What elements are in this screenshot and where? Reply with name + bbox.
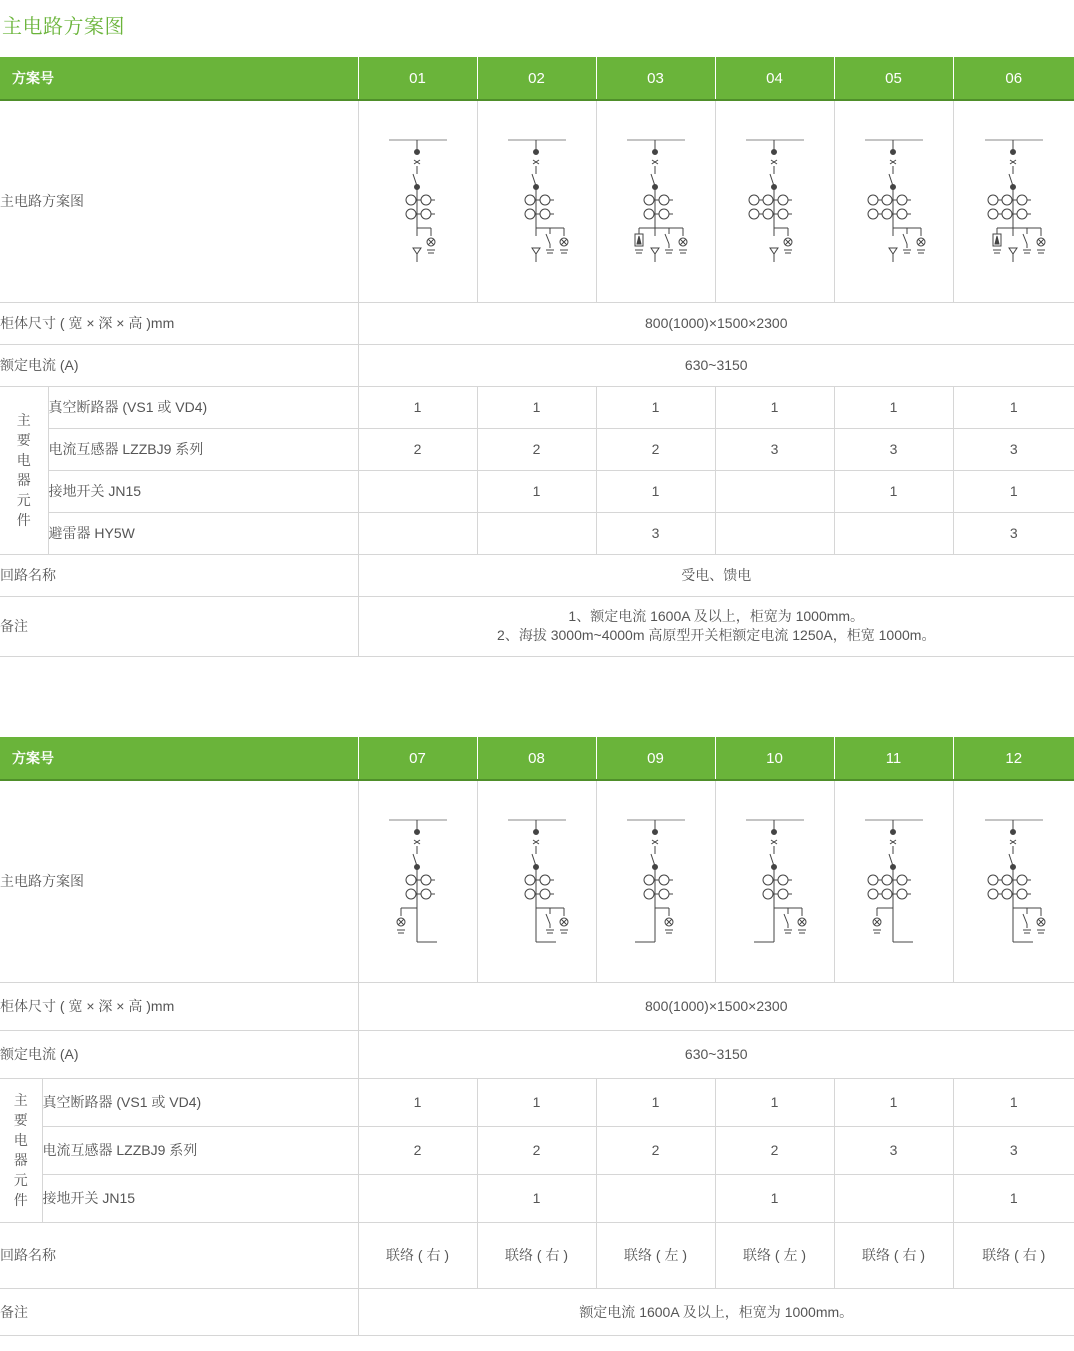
arrester-label: 避雷器 HY5W (48, 512, 358, 554)
ct-count: 2 (358, 1126, 477, 1174)
diagram-row (0, 100, 1074, 302)
earth-switch-row (0, 470, 1074, 512)
size-label: 柜体尺寸 ( 宽 × 深 × 高 )mm (0, 982, 358, 1030)
circuit-name-label: 回路名称 (0, 554, 358, 596)
arrester-count (834, 512, 953, 554)
scheme-no: 04 (715, 57, 834, 100)
size-row (0, 982, 1074, 1030)
arrester-count: 3 (953, 512, 1074, 554)
diagram-row (0, 780, 1074, 982)
scheme-no: 10 (715, 737, 834, 780)
earth-switch-label: 接地开关 JN15 (48, 470, 358, 512)
scheme-no: 09 (596, 737, 715, 780)
circuit-diagram (477, 780, 596, 982)
scheme-table-2 (0, 737, 1074, 1336)
circuit-name-label: 回路名称 (0, 1222, 358, 1288)
current-label: 额定电流 (A) (0, 344, 358, 386)
scheme-no: 05 (834, 57, 953, 100)
circuit-diagram (715, 780, 834, 982)
ct-count: 2 (477, 428, 596, 470)
circuit-name-value: 联络 ( 右 ) (953, 1222, 1074, 1288)
breaker-row (0, 1078, 1074, 1126)
ct-count: 2 (596, 428, 715, 470)
circuit-diagram (953, 780, 1074, 982)
current-label: 额定电流 (A) (0, 1030, 358, 1078)
scheme-table-1 (0, 57, 1074, 657)
size-value: 800(1000)×1500×2300 (358, 302, 1074, 344)
current-row (0, 344, 1074, 386)
breaker-count: 1 (953, 1078, 1074, 1126)
ct-count: 3 (834, 428, 953, 470)
earth-switch-count (715, 470, 834, 512)
ct-row (0, 1126, 1074, 1174)
remarks-value (358, 596, 1074, 656)
ct-row (0, 428, 1074, 470)
earth-switch-row (0, 1174, 1074, 1222)
scheme-no: 01 (358, 57, 477, 100)
ct-count: 3 (953, 428, 1074, 470)
diagram-label: 主电路方案图 (0, 780, 358, 982)
breaker-count: 1 (596, 1078, 715, 1126)
breaker-count: 1 (834, 386, 953, 428)
arrester-count (715, 512, 834, 554)
ct-count: 2 (358, 428, 477, 470)
breaker-row (0, 386, 1074, 428)
remarks-label: 备注 (0, 596, 358, 656)
scheme-no: 08 (477, 737, 596, 780)
current-row (0, 1030, 1074, 1078)
main-components-label: 主 要 电 器 元 件 (0, 1078, 42, 1222)
circuit-name-row (0, 1222, 1074, 1288)
circuit-name-value: 受电、馈电 (358, 554, 1074, 596)
scheme-no: 06 (953, 57, 1074, 100)
circuit-diagram (953, 100, 1074, 302)
ct-label: 电流互感器 LZZBJ9 系列 (42, 1126, 358, 1174)
page-title: 主电路方案图 (2, 14, 125, 38)
remarks-line: 2、海拔 3000m~4000m 高原型开关柜额定电流 1250A，柜宽 1000m。 (497, 627, 936, 643)
breaker-count: 1 (477, 386, 596, 428)
remarks-line: 1、额定电流 1600A 及以上，柜宽为 1000mm。 (568, 608, 865, 624)
earth-switch-count (596, 1174, 715, 1222)
breaker-label: 真空断路器 (VS1 或 VD4) (48, 386, 358, 428)
scheme-no: 11 (834, 737, 953, 780)
circuit-diagram (715, 100, 834, 302)
scheme-no: 02 (477, 57, 596, 100)
breaker-count: 1 (834, 1078, 953, 1126)
header-row (0, 57, 1074, 100)
circuit-diagram (596, 780, 715, 982)
remarks-row (0, 596, 1074, 656)
breaker-count: 1 (358, 386, 477, 428)
scheme-no: 12 (953, 737, 1074, 780)
ct-count: 2 (477, 1126, 596, 1174)
current-value: 630~3150 (358, 1030, 1074, 1078)
circuit-diagram (358, 100, 477, 302)
circuit-name-value: 联络 ( 左 ) (715, 1222, 834, 1288)
circuit-name-value: 联络 ( 右 ) (358, 1222, 477, 1288)
circuit-diagram (358, 780, 477, 982)
arrester-row (0, 512, 1074, 554)
size-label: 柜体尺寸 ( 宽 × 深 × 高 )mm (0, 302, 358, 344)
earth-switch-count: 1 (953, 1174, 1074, 1222)
scheme-no: 07 (358, 737, 477, 780)
breaker-count: 1 (358, 1078, 477, 1126)
circuit-name-value: 联络 ( 右 ) (477, 1222, 596, 1288)
remarks-label: 备注 (0, 1288, 358, 1335)
earth-switch-count (358, 470, 477, 512)
size-row (0, 302, 1074, 344)
breaker-count: 1 (715, 1078, 834, 1126)
earth-switch-count: 1 (477, 1174, 596, 1222)
ct-count: 2 (596, 1126, 715, 1174)
ct-count: 3 (834, 1126, 953, 1174)
earth-switch-count: 1 (477, 470, 596, 512)
ct-label: 电流互感器 LZZBJ9 系列 (48, 428, 358, 470)
arrester-count (477, 512, 596, 554)
earth-switch-count (358, 1174, 477, 1222)
earth-switch-count: 1 (834, 470, 953, 512)
circuit-diagram (477, 100, 596, 302)
arrester-count (358, 512, 477, 554)
remarks-value: 额定电流 1600A 及以上，柜宽为 1000mm。 (358, 1288, 1074, 1335)
ct-count: 2 (715, 1126, 834, 1174)
ct-count: 3 (953, 1126, 1074, 1174)
size-value: 800(1000)×1500×2300 (358, 982, 1074, 1030)
breaker-count: 1 (715, 386, 834, 428)
breaker-count: 1 (477, 1078, 596, 1126)
breaker-count: 1 (953, 386, 1074, 428)
scheme-no-label: 方案号 (0, 57, 358, 100)
earth-switch-count: 1 (715, 1174, 834, 1222)
breaker-count: 1 (596, 386, 715, 428)
scheme-no: 03 (596, 57, 715, 100)
arrester-count: 3 (596, 512, 715, 554)
earth-switch-count (834, 1174, 953, 1222)
circuit-name-row (0, 554, 1074, 596)
breaker-label: 真空断路器 (VS1 或 VD4) (42, 1078, 358, 1126)
circuit-name-value: 联络 ( 左 ) (596, 1222, 715, 1288)
ct-count: 3 (715, 428, 834, 470)
circuit-diagram (834, 100, 953, 302)
current-value: 630~3150 (358, 344, 1074, 386)
circuit-diagram (596, 100, 715, 302)
earth-switch-label: 接地开关 JN15 (42, 1174, 358, 1222)
main-components-label: 主 要 电 器 元 件 (0, 386, 48, 554)
earth-switch-count: 1 (953, 470, 1074, 512)
scheme-no-label: 方案号 (0, 737, 358, 780)
earth-switch-count: 1 (596, 470, 715, 512)
diagram-label: 主电路方案图 (0, 100, 358, 302)
circuit-diagram (834, 780, 953, 982)
remarks-row (0, 1288, 1074, 1335)
circuit-name-value: 联络 ( 右 ) (834, 1222, 953, 1288)
header-row (0, 737, 1074, 780)
